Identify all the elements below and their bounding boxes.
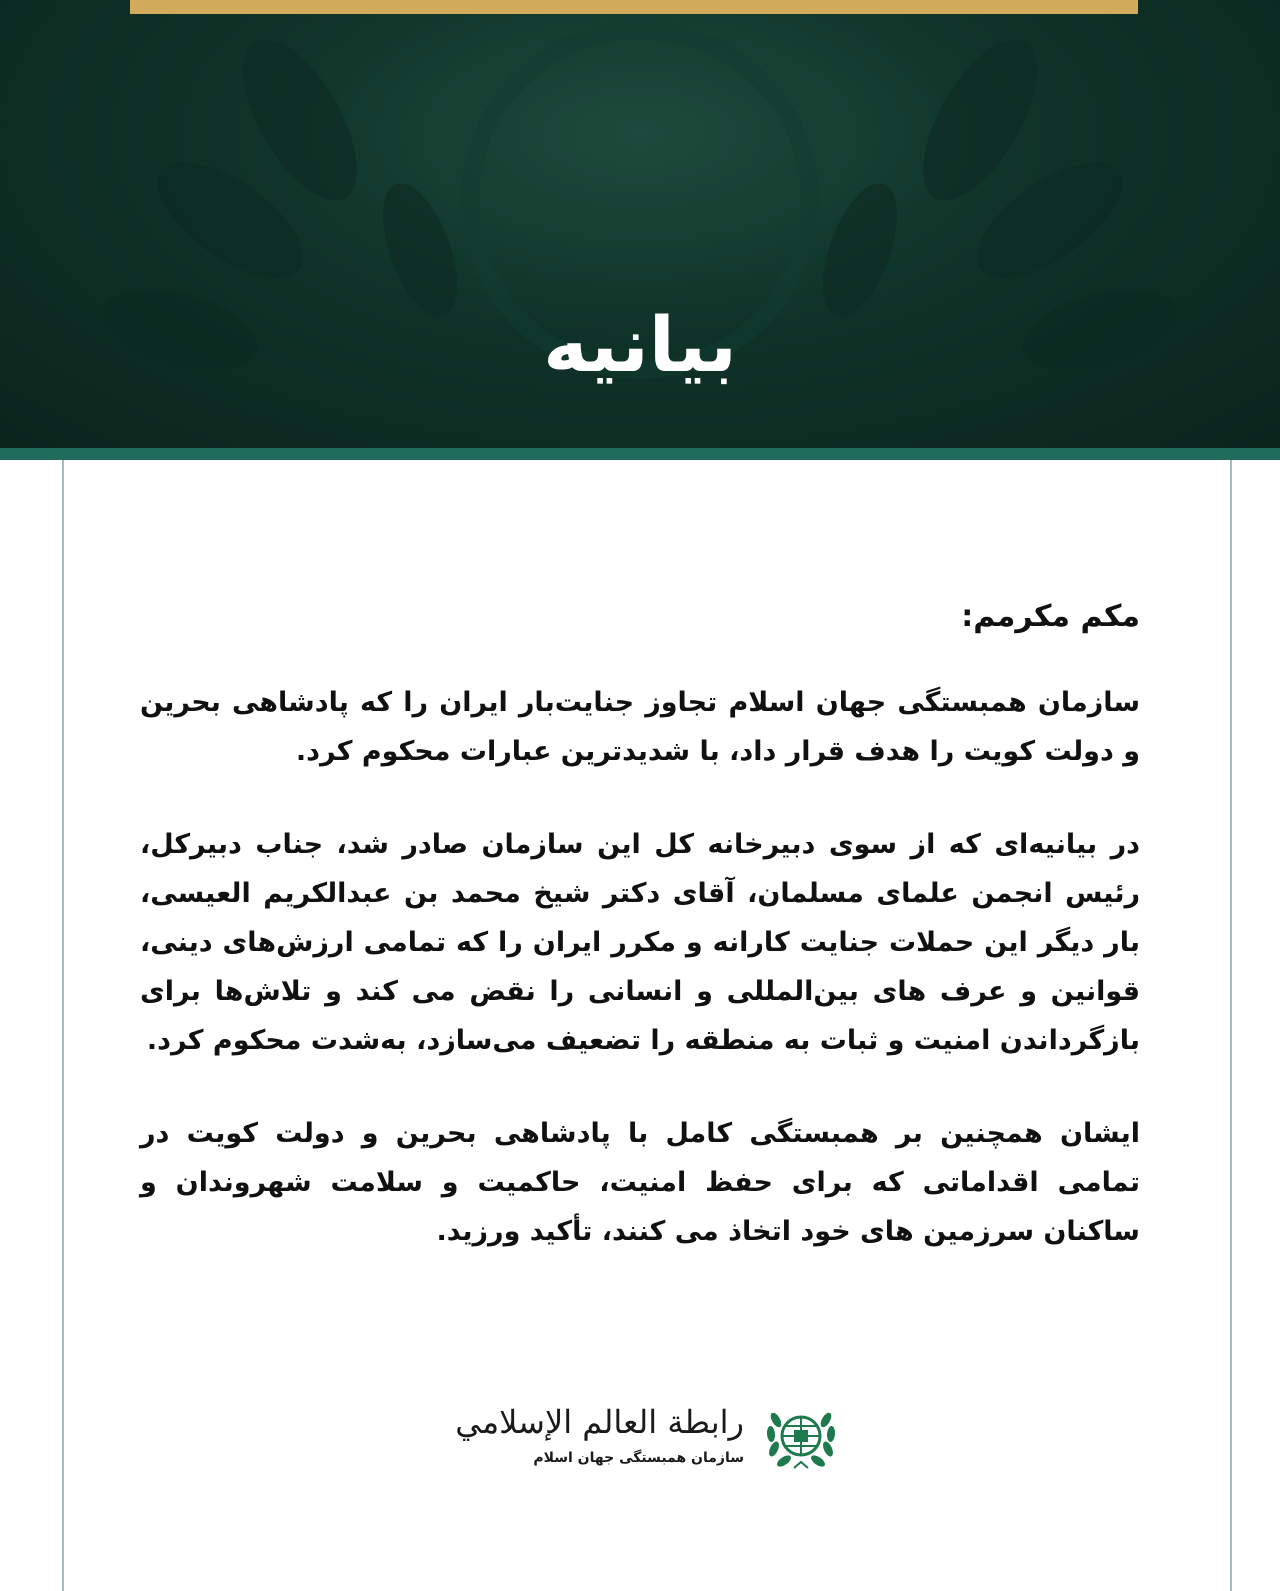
paragraph-2: در بیانیه‌ای که از سوی دبیرخانه کل این سازمان صادر شد، جناب دبیرکل، رئیس انجمن علمای مسلمان، آقای دکتر شیخ محمد بن عبدالکریم العیسی، بار دیگر این حملات جنایت کارانه و مکرر ایران را که تمامی ارزش‌های دینی، قوانین و عرف های بین‌المللی و انسانی را نقض می کند و تلاش‌ها برای بازگرداندن امنیت و ثبات به منطقه را تضعیف می‌سازد، به‌شدت محکوم کرد.	[140, 829, 1140, 1056]
paragraph-3: ایشان همچنین بر همبستگی کامل با پادشاهی بحرین و دولت کویت در تمامی اقداماتی که برای حفظ امنیت، حاکمیت و سلامت شهروندان و ساکنان سرزمین های خود اتخاذ می کنند، تأکید ورزید.	[140, 1118, 1140, 1247]
logo-arabic-text: رابطة العالم الإسلامي	[455, 1403, 744, 1441]
frame-border-right	[1230, 460, 1232, 1591]
frame-border-left	[62, 460, 64, 1591]
salutation: مکم مکرمم:	[961, 599, 1140, 634]
gold-top-bar	[130, 0, 1138, 14]
logo-persian-text: سازمان همبستگی جهان اسلام	[533, 1450, 744, 1466]
globe-wreath-icon	[762, 1398, 840, 1476]
header-banner	[0, 0, 1280, 448]
paragraph-1: سازمان همبستگی جهان اسلام تجاوز جنایت‌بار ایران را که پادشاهی بحرین و دولت کویت را هدف قرار داد، با شدیدترین عبارات محکوم کرد.	[140, 687, 1140, 767]
statement-body	[140, 592, 1140, 1300]
page-title: بیانیه	[543, 300, 737, 389]
organization-logo	[455, 1398, 840, 1488]
header-divider	[0, 448, 1280, 460]
